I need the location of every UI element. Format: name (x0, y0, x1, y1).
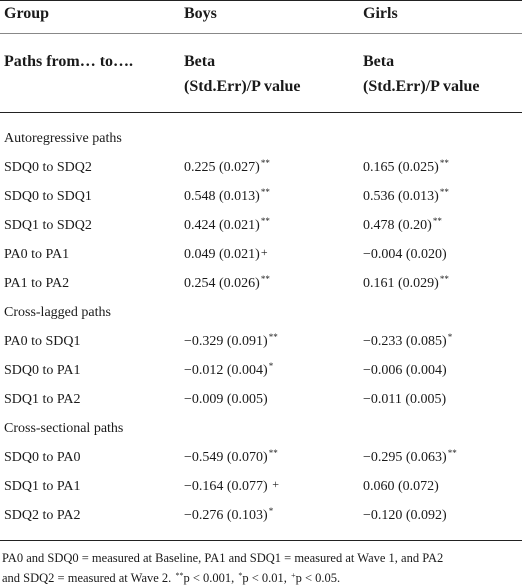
section-crosslagged: Cross-lagged paths (4, 305, 111, 320)
girls-cell: 0.165 (0.025)** (363, 158, 449, 175)
boys-cell: −0.012 (0.004)* (184, 361, 274, 378)
header-girls: Girls (363, 5, 398, 22)
footnote-line-2: and SDQ2 = measured at Wave 2. **p < 0.001, *p < 0.01, +p < 0.05. (2, 571, 341, 585)
path-cell: SDQ1 to PA1 (4, 479, 81, 494)
boys-cell: 0.548 (0.013)** (184, 187, 270, 204)
boys-cell: −0.164 (0.077) + (184, 477, 280, 494)
header-boys: Boys (184, 5, 217, 22)
bottom-rule (0, 540, 522, 541)
girls-cell: 0.060 (0.072) (363, 479, 439, 494)
header-boys-stderr: (Std.Err)/P value (184, 78, 301, 95)
header-rule (0, 33, 522, 34)
path-cell: SDQ0 to SDQ1 (4, 189, 92, 204)
header-girls-stderr: (Std.Err)/P value (363, 78, 480, 95)
path-cell: SDQ1 to SDQ2 (4, 218, 92, 233)
section-crosssectional: Cross-sectional paths (4, 421, 124, 436)
girls-cell: −0.233 (0.085)* (363, 332, 453, 349)
girls-cell: 0.161 (0.029)** (363, 274, 449, 291)
header-boys-beta: Beta (184, 53, 216, 70)
girls-cell: −0.004 (0.020) (363, 247, 447, 262)
boys-cell: 0.424 (0.021)** (184, 216, 270, 233)
girls-cell: 0.478 (0.20)** (363, 216, 442, 233)
header-group: Group (4, 5, 50, 22)
path-cell: SDQ1 to PA2 (4, 392, 81, 407)
header-paths: Paths from… to…. (4, 53, 134, 70)
section-autoregressive: Autoregressive paths (4, 131, 122, 146)
path-cell: PA1 to PA2 (4, 276, 70, 291)
boys-cell: −0.549 (0.070)** (184, 448, 278, 465)
path-cell: SDQ0 to SDQ2 (4, 160, 92, 175)
footnote-line-1: PA0 and SDQ0 = measured at Baseline, PA1 and SDQ1 = measured at Wave 1, and PA2 (2, 551, 444, 565)
path-cell: PA0 to PA1 (4, 247, 70, 262)
girls-cell: −0.011 (0.005) (363, 392, 447, 407)
boys-cell: 0.049 (0.021)+ (184, 245, 268, 262)
boys-cell: 0.254 (0.026)** (184, 274, 270, 291)
girls-cell: −0.006 (0.004) (363, 363, 447, 378)
path-cell: SDQ0 to PA1 (4, 363, 81, 378)
path-cell: PA0 to SDQ1 (4, 334, 81, 349)
girls-cell: −0.295 (0.063)** (363, 448, 457, 465)
header-bottom-rule (0, 112, 522, 113)
table-footnote (2, 548, 517, 588)
boys-cell: −0.009 (0.005) (184, 392, 268, 407)
path-cell: SDQ2 to PA2 (4, 508, 81, 523)
boys-cell: −0.276 (0.103)* (184, 506, 274, 523)
boys-cell: −0.329 (0.091)** (184, 332, 278, 349)
path-cell: SDQ0 to PA0 (4, 450, 81, 465)
boys-cell: 0.225 (0.027)** (184, 158, 270, 175)
girls-cell: 0.536 (0.013)** (363, 187, 449, 204)
header-girls-beta: Beta (363, 53, 395, 70)
girls-cell: −0.120 (0.092) (363, 508, 447, 523)
top-rule (0, 0, 522, 1)
